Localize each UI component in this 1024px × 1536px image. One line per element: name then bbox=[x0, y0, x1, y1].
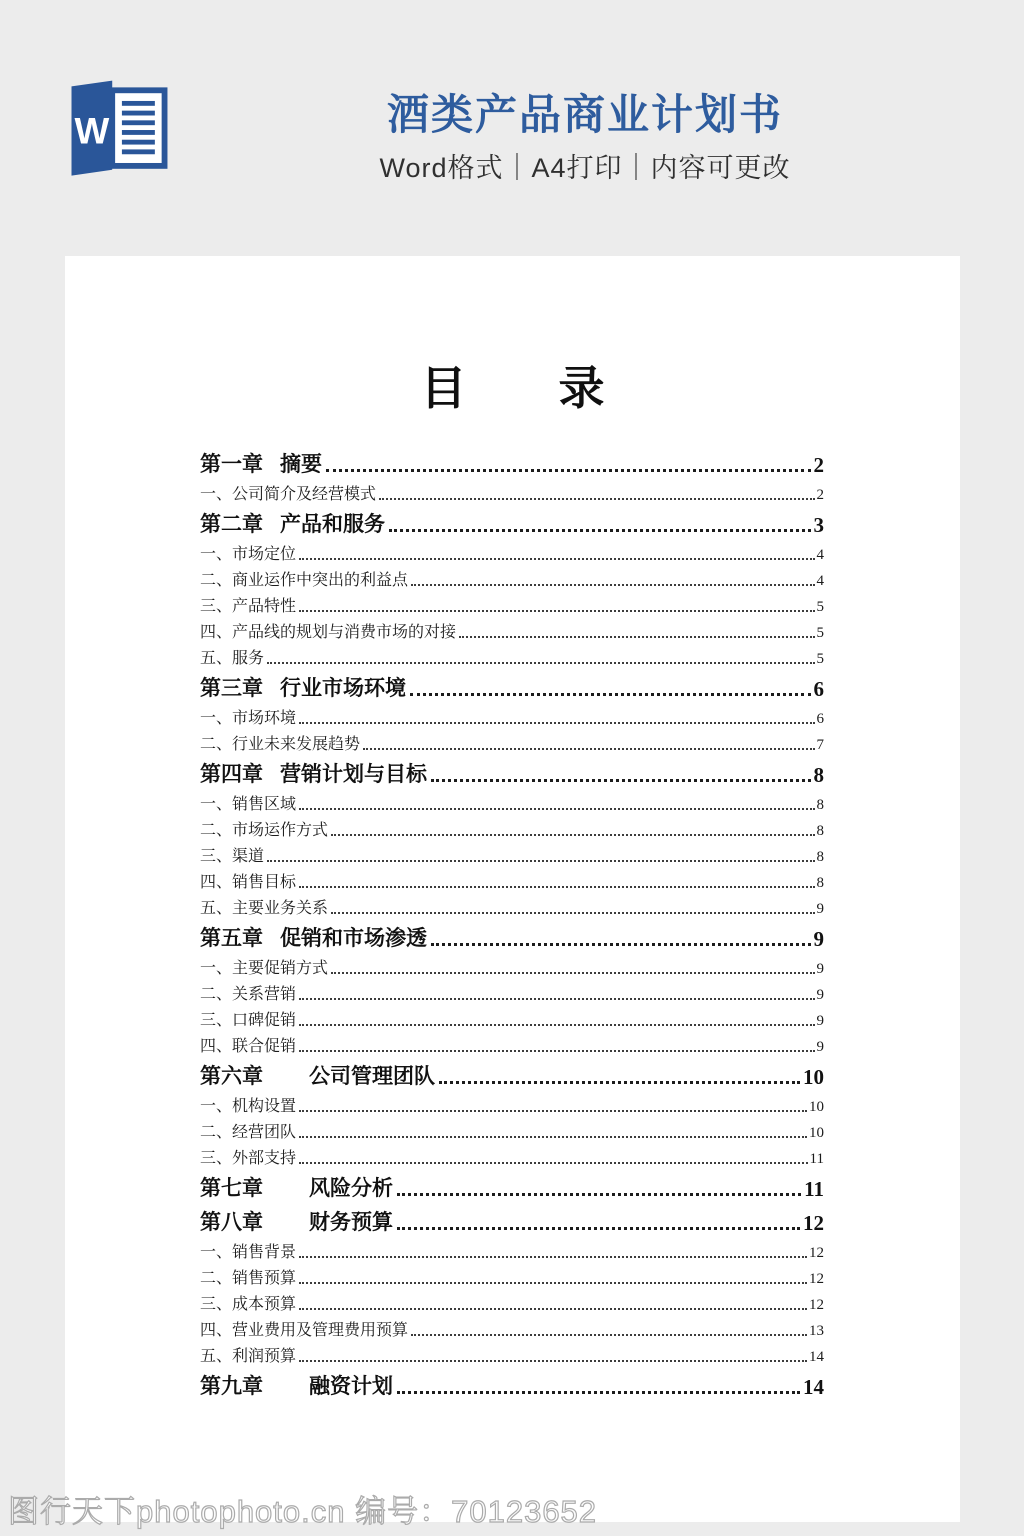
page-title: 酒类产品商业计划书 bbox=[386, 91, 783, 138]
toc-entry-title: 四、营业费用及管理费用预算 bbox=[200, 1322, 409, 1339]
toc-entry-page-number: 4 bbox=[816, 573, 824, 589]
toc-entry-title: 公司管理团队 bbox=[309, 1065, 435, 1088]
toc-leader-dots bbox=[397, 1391, 800, 1394]
toc-entry-title: 一、销售区域 bbox=[200, 796, 297, 813]
toc-entry-title: 财务预算 bbox=[309, 1211, 393, 1234]
toc-entry bbox=[200, 1092, 824, 1118]
toc-entry-title: 一、机构设置 bbox=[200, 1098, 297, 1115]
toc-entry bbox=[200, 1118, 824, 1144]
toc-leader-dots bbox=[411, 1334, 807, 1336]
toc-entry bbox=[200, 540, 824, 566]
toc-entry-page-number: 9 bbox=[816, 961, 824, 977]
toc-entry-chapter-label: 第二章 bbox=[200, 513, 263, 536]
toc-entry-chapter-label: 第六章 bbox=[200, 1065, 263, 1088]
toc-leader-dots bbox=[299, 1024, 814, 1026]
toc-leader-dots bbox=[379, 498, 814, 500]
toc-leader-dots bbox=[299, 1308, 807, 1310]
toc-leader-dots bbox=[299, 1050, 814, 1052]
toc-leader-dots bbox=[299, 998, 814, 1000]
toc-entry-page-number: 8 bbox=[816, 875, 824, 891]
toc-leader-dots bbox=[326, 469, 811, 472]
toc-entry-chapter-label: 第八章 bbox=[200, 1211, 263, 1234]
toc-entry bbox=[200, 618, 824, 644]
toc-entry-title: 二、市场运作方式 bbox=[200, 822, 329, 839]
header bbox=[310, 90, 860, 184]
toc-entry bbox=[200, 730, 824, 756]
toc-leader-dots bbox=[299, 1282, 807, 1284]
toc-entry-page-number: 10 bbox=[809, 1125, 824, 1141]
toc-entry bbox=[200, 704, 824, 730]
toc-entry bbox=[200, 868, 824, 894]
toc-entry-page-number: 11 bbox=[804, 1177, 824, 1201]
toc-entry-page-number: 11 bbox=[809, 1151, 824, 1167]
toc-entry bbox=[200, 1316, 824, 1342]
toc-entry-page-number: 2 bbox=[813, 453, 824, 477]
toc-entry-title: 二、行业未来发展趋势 bbox=[200, 736, 361, 753]
toc-entry-page-number: 14 bbox=[803, 1375, 824, 1399]
document-page bbox=[65, 256, 960, 1522]
toc-entry bbox=[200, 816, 824, 842]
toc-entry-page-number: 10 bbox=[809, 1099, 824, 1115]
toc-leader-dots bbox=[299, 558, 814, 560]
toc-entry-page-number: 12 bbox=[809, 1271, 824, 1287]
toc-leader-dots bbox=[331, 972, 814, 974]
toc-entry-page-number: 5 bbox=[816, 599, 824, 615]
toc-leader-dots bbox=[331, 834, 814, 836]
toc-leader-dots bbox=[410, 693, 811, 696]
toc-entry bbox=[200, 842, 824, 868]
toc-leader-dots bbox=[299, 1162, 808, 1164]
toc-entry bbox=[200, 1006, 824, 1032]
toc-leader-dots bbox=[363, 748, 814, 750]
toc-entry-title: 一、公司简介及经营模式 bbox=[200, 486, 377, 503]
toc-entry-title: 行业市场环境 bbox=[280, 677, 406, 700]
toc-title: 目 录 bbox=[420, 362, 605, 414]
toc-entry bbox=[200, 756, 824, 790]
toc-entry-chapter-label: 第七章 bbox=[200, 1177, 263, 1200]
toc-entry-title: 二、商业运作中突出的利益点 bbox=[200, 572, 409, 589]
toc-entry bbox=[200, 480, 824, 506]
toc-entry-chapter-label: 第五章 bbox=[200, 927, 263, 950]
toc-entry bbox=[200, 1170, 824, 1204]
toc-entry bbox=[200, 446, 824, 480]
toc-entry-page-number: 9 bbox=[816, 901, 824, 917]
toc-entry-title: 三、产品特性 bbox=[200, 598, 297, 615]
toc-leader-dots bbox=[389, 529, 811, 532]
toc-leader-dots bbox=[299, 1256, 807, 1258]
toc-leader-dots bbox=[431, 779, 811, 782]
toc-entry-page-number: 2 bbox=[816, 487, 824, 503]
toc-entry-page-number: 12 bbox=[809, 1245, 824, 1261]
toc-entry-page-number: 3 bbox=[813, 513, 824, 537]
toc-entry bbox=[200, 670, 824, 704]
toc-entry-title: 三、外部支持 bbox=[200, 1150, 297, 1167]
toc-entry-title: 促销和市场渗透 bbox=[280, 927, 427, 950]
toc-entry-title: 五、主要业务关系 bbox=[200, 900, 329, 917]
toc-entry bbox=[200, 894, 824, 920]
toc-entry-title: 三、口碑促销 bbox=[200, 1012, 297, 1029]
toc-entry-title: 五、利润预算 bbox=[200, 1348, 297, 1365]
toc-leader-dots bbox=[299, 722, 814, 724]
toc-entry-page-number: 6 bbox=[813, 677, 824, 701]
toc-entry-title: 产品和服务 bbox=[280, 513, 385, 536]
toc-entry-title: 一、销售背景 bbox=[200, 1244, 297, 1261]
toc-entry-page-number: 9 bbox=[816, 1039, 824, 1055]
toc-entry bbox=[200, 1058, 824, 1092]
toc-entry-page-number: 5 bbox=[816, 651, 824, 667]
watermark-text: 图行天下photophoto.cn 编号：70123652 bbox=[8, 1494, 598, 1529]
toc-entry-page-number: 12 bbox=[809, 1297, 824, 1313]
toc-entry bbox=[200, 644, 824, 670]
toc-list bbox=[200, 446, 824, 1402]
toc-entry-title: 摘要 bbox=[280, 453, 322, 476]
toc-entry bbox=[200, 1238, 824, 1264]
toc-entry bbox=[200, 1144, 824, 1170]
toc-entry bbox=[200, 954, 824, 980]
toc-leader-dots bbox=[299, 886, 814, 888]
toc-entry bbox=[200, 506, 824, 540]
toc-entry bbox=[200, 1204, 824, 1238]
toc-leader-dots bbox=[299, 1110, 807, 1112]
toc-leader-dots bbox=[397, 1193, 801, 1196]
toc-entry bbox=[200, 1368, 824, 1402]
toc-leader-dots bbox=[267, 860, 814, 862]
toc-leader-dots bbox=[431, 943, 811, 946]
toc-leader-dots bbox=[299, 1136, 807, 1138]
toc-entry-title: 三、成本预算 bbox=[200, 1296, 297, 1313]
toc-entry bbox=[200, 1290, 824, 1316]
toc-leader-dots bbox=[411, 584, 814, 586]
toc-entry bbox=[200, 1032, 824, 1058]
toc-entry-page-number: 5 bbox=[816, 625, 824, 641]
toc-entry-page-number: 10 bbox=[803, 1065, 824, 1089]
toc-entry bbox=[200, 1342, 824, 1368]
toc-entry-page-number: 8 bbox=[816, 849, 824, 865]
toc-leader-dots bbox=[459, 636, 814, 638]
toc-leader-dots bbox=[299, 808, 814, 810]
toc-entry bbox=[200, 592, 824, 618]
toc-entry-title: 三、渠道 bbox=[200, 848, 265, 865]
toc-entry-page-number: 8 bbox=[813, 763, 824, 787]
toc-entry-title: 二、关系营销 bbox=[200, 986, 297, 1003]
toc-entry-chapter-label: 第九章 bbox=[200, 1375, 263, 1398]
toc-entry-page-number: 13 bbox=[809, 1323, 824, 1339]
svg-text:W: W bbox=[74, 110, 110, 152]
toc-entry-title: 营销计划与目标 bbox=[280, 763, 427, 786]
word-logo-svg bbox=[56, 72, 182, 190]
toc-entry-page-number: 9 bbox=[813, 927, 824, 951]
toc-entry-title: 四、销售目标 bbox=[200, 874, 297, 891]
toc-entry-title: 一、市场定位 bbox=[200, 546, 297, 563]
toc-leader-dots bbox=[439, 1081, 800, 1084]
toc-entry-page-number: 7 bbox=[816, 737, 824, 753]
toc-entry-chapter-label: 第三章 bbox=[200, 677, 263, 700]
toc-entry-title: 一、主要促销方式 bbox=[200, 960, 329, 977]
toc-entry bbox=[200, 1264, 824, 1290]
toc-entry-title: 二、经营团队 bbox=[200, 1124, 297, 1141]
toc-entry-page-number: 9 bbox=[816, 987, 824, 1003]
toc-entry-page-number: 6 bbox=[816, 711, 824, 727]
toc-leader-dots bbox=[299, 610, 814, 612]
toc-entry bbox=[200, 790, 824, 816]
toc-leader-dots bbox=[397, 1227, 800, 1230]
toc-entry bbox=[200, 566, 824, 592]
toc-entry-title: 二、销售预算 bbox=[200, 1270, 297, 1287]
toc-leader-dots bbox=[331, 912, 814, 914]
toc-leader-dots bbox=[267, 662, 814, 664]
word-logo-icon bbox=[56, 72, 182, 195]
toc-entry-page-number: 14 bbox=[809, 1349, 824, 1365]
toc-entry bbox=[200, 980, 824, 1006]
toc-entry-page-number: 12 bbox=[803, 1211, 824, 1235]
toc-entry bbox=[200, 920, 824, 954]
toc-entry-chapter-label: 第四章 bbox=[200, 763, 263, 786]
page-subtitle: Word格式｜A4打印｜内容可更改 bbox=[379, 153, 791, 183]
toc-entry-chapter-label: 第一章 bbox=[200, 453, 263, 476]
toc-entry-title: 四、联合促销 bbox=[200, 1038, 297, 1055]
toc-entry-title: 风险分析 bbox=[309, 1177, 393, 1200]
toc-entry-page-number: 4 bbox=[816, 547, 824, 563]
toc-leader-dots bbox=[299, 1360, 807, 1362]
toc-entry-page-number: 8 bbox=[816, 823, 824, 839]
toc-entry-title: 四、产品线的规划与消费市场的对接 bbox=[200, 624, 457, 641]
toc-entry-title: 五、服务 bbox=[200, 650, 265, 667]
toc-entry-page-number: 9 bbox=[816, 1013, 824, 1029]
toc-entry-title: 融资计划 bbox=[309, 1375, 393, 1398]
toc-entry-title: 一、市场环境 bbox=[200, 710, 297, 727]
toc-entry-page-number: 8 bbox=[816, 797, 824, 813]
